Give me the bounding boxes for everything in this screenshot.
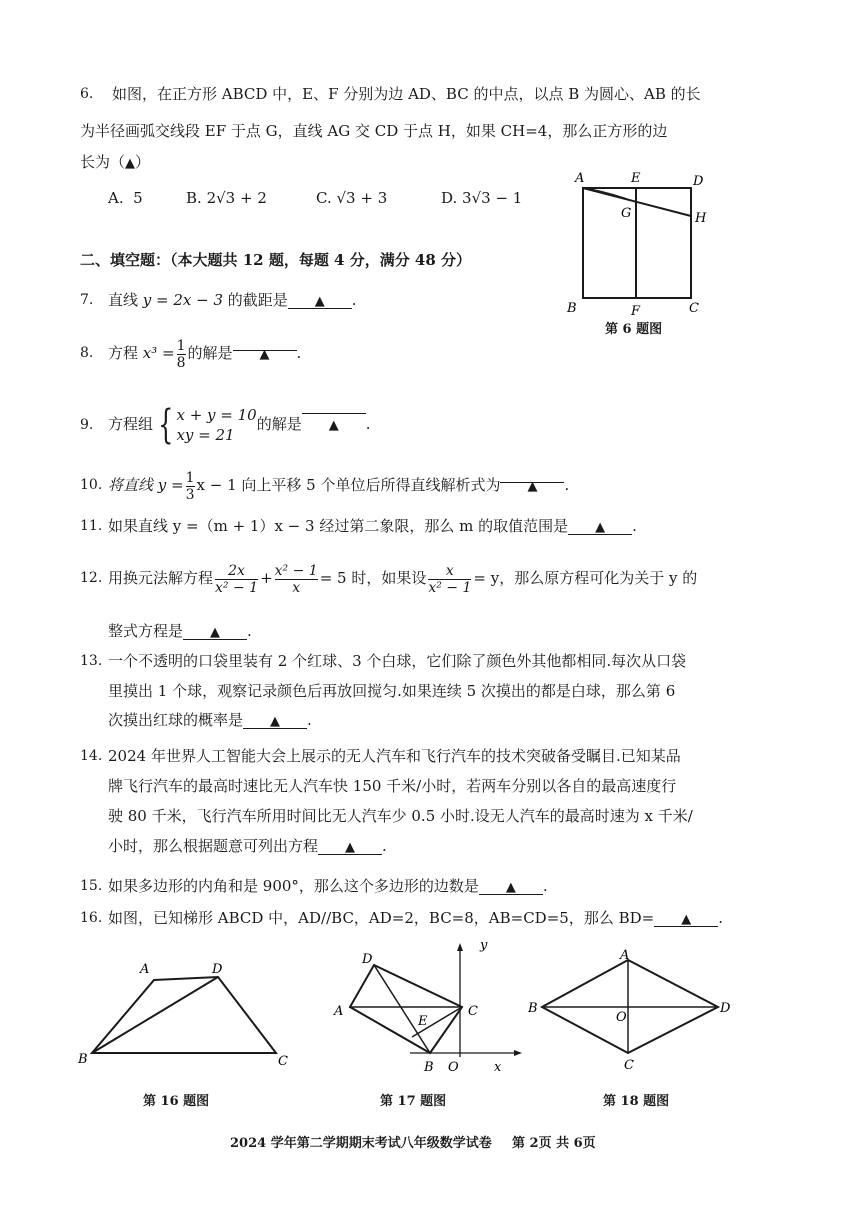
figure-6-caption: 第 6 题图 — [605, 322, 663, 337]
option-value: 3√3 − 1 — [462, 189, 523, 207]
q9-system — [176, 405, 256, 445]
q12-fraction-3 — [428, 563, 471, 596]
q14-number: 14. — [80, 748, 103, 764]
answer-blank — [243, 710, 307, 729]
point-g-label: G — [621, 206, 632, 221]
fraction-numerator: x — [445, 562, 454, 579]
q6-option-d — [441, 188, 522, 208]
footer-page-number: 第 2页 共 6页 — [512, 1136, 596, 1151]
q15-body: 如果多边形的内角和是 900°，那么这个多边形的边数是 — [108, 877, 479, 895]
figure-17 — [330, 935, 530, 1080]
q6-number: 6. — [80, 86, 94, 102]
option-value: √3 + 3 — [336, 189, 388, 207]
fig17-point-d: D — [362, 952, 373, 967]
answer-blank — [302, 395, 366, 433]
option-label: B. — [186, 189, 202, 207]
q9-eq2: xy = 21 — [176, 426, 235, 444]
fig18-point-d: D — [720, 1001, 731, 1016]
fraction-denominator: x² − 1 — [215, 579, 259, 596]
q8-lhs: x³ = — [142, 344, 175, 362]
q9-pre: 方程组 — [108, 415, 154, 433]
figure-18 — [528, 945, 738, 1075]
q12-line2-text: 整式方程是 — [108, 622, 184, 640]
point-d-label: D — [693, 174, 704, 189]
q14-line4: 小时，那么根据题意可列出方程 ▲ . — [108, 837, 387, 855]
option-value: 5 — [133, 189, 143, 207]
fig17-axis-y: y — [480, 938, 488, 953]
answer-blank — [500, 464, 564, 494]
answer-blank-mark: ▲ — [595, 520, 606, 535]
fig17-point-a: A — [334, 1004, 344, 1019]
point-b-label: B — [567, 301, 577, 316]
fraction-numerator: x² − 1 — [274, 562, 318, 579]
point-c-label: C — [689, 301, 699, 316]
figure-6 — [565, 166, 715, 316]
q10-fraction — [186, 470, 195, 503]
q11-text: 如果直线 y =（m + 1）x − 3 经过第二象限，那么 m 的取值范围是 ▲ . — [108, 517, 637, 535]
fraction-denominator: 3 — [185, 486, 195, 503]
q6-option-c — [316, 188, 387, 208]
answer-blank — [318, 836, 382, 855]
fig18-center-o: O — [616, 1010, 627, 1025]
q12-pre: 用换元法解方程 — [108, 569, 214, 587]
fraction-denominator: x — [275, 579, 318, 596]
fig17-point-b: B — [424, 1060, 434, 1075]
fig17-point-c: C — [468, 1004, 478, 1019]
answer-blank-mark: ▲ — [259, 347, 270, 362]
q14-line1: 2024 年世界人工智能大会上展示的无人汽车和飞行汽车的技术突破备受瞩目.已知某品 — [108, 747, 681, 765]
q9-text: 方程组 { x + y = 10 xy = 21 的解是 ▲ . — [108, 395, 371, 453]
point-f-label: F — [631, 304, 641, 316]
q15-number: 15. — [80, 878, 103, 894]
q13-line3: 次摸出红球的概率是 ▲ . — [108, 711, 312, 729]
answer-blank-mark: ▲ — [270, 714, 281, 729]
section-2-title: 二、填空题：（本大题共 12 题，每题 4 分，满分 48 分） — [80, 251, 472, 269]
q9-eq1: x + y = 10 — [176, 406, 257, 424]
q12-line1 — [108, 556, 697, 600]
q12-line2: 整式方程是 ▲ . — [108, 622, 252, 640]
q13-line2: 里摸出 1 个球，观察记录颜色后再放回搅匀.如果连续 5 次摸出的都是白球，那么第 6 — [108, 682, 676, 700]
fraction-denominator: 8 — [176, 354, 186, 371]
answer-blank-mark: ▲ — [210, 625, 221, 640]
fig18-point-c: C — [624, 1058, 634, 1073]
fig17-point-e: E — [418, 1014, 428, 1029]
answer-blank-mark: ▲ — [505, 880, 516, 895]
q12-fraction-1 — [215, 563, 258, 596]
q10-mid: x − 1 向上平移 5 个单位后所得直线解析式为 — [196, 476, 501, 494]
fig16-point-b: B — [78, 1052, 88, 1067]
fraction-numerator: 2x — [228, 562, 245, 579]
q6-line1: 如图，在正方形 ABCD 中，E、F 分别为边 AD、BC 的中点，以点 B 为圆心、AB 的长 — [112, 85, 701, 103]
q7-text: 直线 y = 2x − 3 的截距是 ▲ . — [108, 291, 357, 309]
q13-line3-text: 次摸出红球的概率是 — [108, 711, 244, 729]
q9-number: 9. — [80, 417, 94, 433]
fig17-origin-o: O — [448, 1060, 459, 1075]
answer-blank — [233, 332, 297, 362]
fig17-axis-x: x — [494, 1060, 502, 1075]
q13-number: 13. — [80, 653, 103, 669]
footer-exam-title: 2024 学年第二学期期末考试八年级数学试卷 — [230, 1136, 492, 1151]
option-label: C. — [316, 189, 332, 207]
q7-expr: y = 2x − 3 — [142, 291, 224, 309]
fig16-point-c: C — [278, 1054, 288, 1069]
q13-line1: 一个不透明的口袋里装有 2 个红球、3 个白球，它们除了颜色外其他都相同.每次从口袋 — [108, 652, 687, 670]
q8-number: 8. — [80, 345, 94, 361]
q14-line3: 驶 80 千米，飞行汽车所用时间比无人汽车少 0.5 小时.设无人汽车的最高时速为 x 千米/ — [108, 807, 693, 825]
point-e-label: E — [631, 171, 641, 186]
x-axis-arrow — [514, 1050, 522, 1056]
answer-blank — [479, 876, 543, 895]
q11-body: 如果直线 y =（m + 1）x − 3 经过第二象限，那么 m 的取值范围是 — [108, 517, 569, 535]
q11-number: 11. — [80, 518, 103, 534]
q14-line2: 牌飞行汽车的最高时速比无人汽车快 150 千米/小时，若两车分别以各自的最高速度行 — [108, 777, 677, 795]
q6-line2: 为半径画弧交线段 EF 于点 G，直线 AG 交 CD 于点 H，如果 CH=4，那么正方形的边 — [80, 122, 668, 140]
answer-blank — [183, 621, 247, 640]
answer-blank-mark: ▲ — [328, 418, 339, 433]
q6-line3-pre: 长为（ — [80, 153, 126, 171]
q12-post: = y，那么原方程可化为关于 y 的 — [473, 569, 698, 587]
q9-post: 的解是 — [256, 415, 302, 433]
q12-fraction-2 — [275, 563, 318, 596]
answer-blank-mark: ▲ — [527, 479, 538, 494]
q12-plus: + — [260, 569, 273, 587]
q16-text: 如图，已知梯形 ABCD 中，AD//BC，AD=2，BC=8，AB=CD=5，那么 BD= ▲ . — [108, 909, 723, 927]
point-a-label: A — [575, 171, 585, 186]
point-h-label: H — [695, 211, 707, 226]
y-axis-arrow — [457, 943, 463, 951]
answer-blank-mark: ▲ — [345, 840, 356, 855]
answer-blank — [288, 290, 352, 309]
q7-number: 7. — [80, 292, 94, 308]
fig16-point-d: D — [212, 962, 223, 977]
answer-blank-mark: ▲ — [314, 294, 325, 309]
q12-mid: = 5 时，如果设 — [319, 569, 427, 587]
figure-16 — [70, 955, 300, 1080]
q12-number: 12. — [80, 570, 103, 586]
q6-option-b — [186, 188, 267, 208]
figure-16-caption: 第 16 题图 — [143, 1094, 210, 1109]
answer-blank-mark: ▲ — [681, 912, 692, 927]
q16-body: 如图，已知梯形 ABCD 中，AD//BC，AD=2，BC=8，AB=CD=5，那么 BD= — [108, 909, 655, 927]
figure-17-caption: 第 17 题图 — [380, 1094, 447, 1109]
q8-text: 方程 x³ = $\frac{1}{8}$ 的解是 ▲ . — [108, 332, 301, 374]
figure-18-caption: 第 18 题图 — [603, 1094, 670, 1109]
q16-number: 16. — [80, 910, 103, 926]
q8-post: 的解是 — [187, 344, 233, 362]
option-value: 2√3 + 2 — [206, 189, 267, 207]
diagonal-bd — [92, 977, 218, 1053]
fig16-point-a: A — [140, 962, 150, 977]
q8-fraction — [177, 338, 186, 371]
fraction-denominator: x² − 1 — [428, 579, 472, 596]
answer-blank — [654, 908, 718, 927]
q6-line3 — [80, 152, 150, 174]
fig18-point-a: A — [620, 948, 630, 963]
trapezoid-abcd — [92, 977, 276, 1053]
q10-pre: 将直线 y = — [108, 476, 184, 494]
fig18-point-b: B — [528, 1001, 538, 1016]
q6-option-a — [108, 188, 143, 208]
q15-text: 如果多边形的内角和是 900°，那么这个多边形的边数是 ▲ . — [108, 877, 548, 895]
q10-number: 10. — [80, 477, 103, 493]
fraction-numerator: 1 — [176, 337, 186, 354]
system-brace: { — [158, 402, 174, 448]
fraction-numerator: 1 — [185, 469, 195, 486]
q6-line3-post: ） — [135, 153, 151, 171]
option-label: D. — [441, 189, 458, 207]
q7-pre: 直线 — [108, 291, 143, 309]
q7-post: 的截距是 — [223, 291, 288, 309]
option-label: A. — [108, 189, 124, 207]
q8-pre: 方程 — [108, 344, 143, 362]
q14-line4-text: 小时，那么根据题意可列出方程 — [108, 837, 319, 855]
answer-blank — [568, 516, 632, 535]
q10-text: 将直线 y = $\frac{1}{3}$ x − 1 向上平移 5 个单位后所得直线解析式为 ▲ . — [108, 464, 569, 506]
answer-blank-mark: ▲ — [125, 156, 136, 171]
